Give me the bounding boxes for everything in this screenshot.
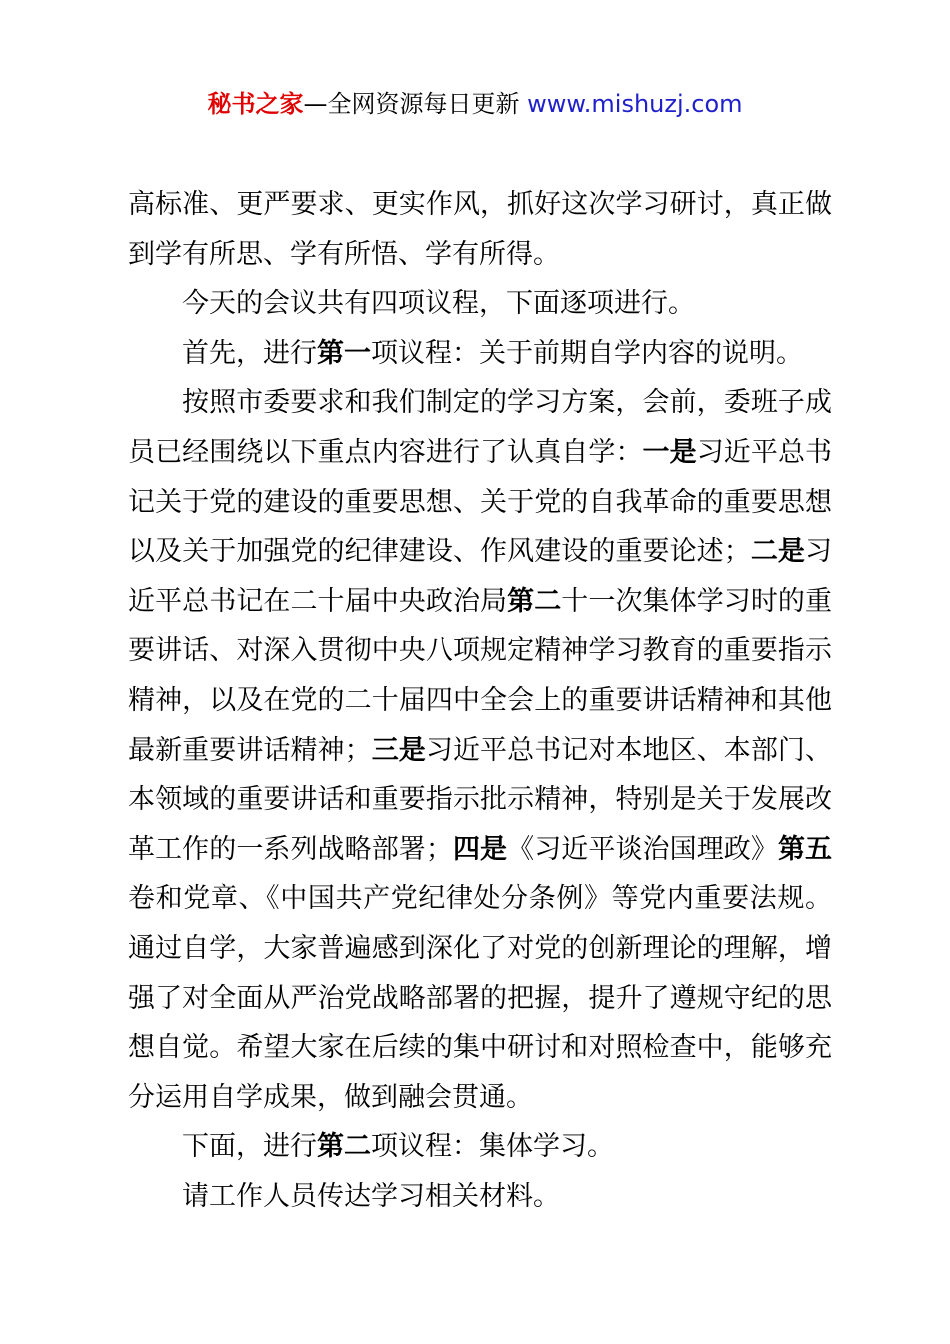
text-segment: 今天的会议共有四项议程，下面逐项进行。 bbox=[182, 288, 695, 320]
text-segment: 下面，进行 bbox=[182, 1131, 317, 1163]
page-header bbox=[0, 86, 950, 122]
paragraph-agenda-intro bbox=[128, 279, 832, 329]
text-segment: 习近平总书记关于党的建设的重要思想、关于党的自我革命的重要思想以及关于加强党的纪律建设、作风建设的重要论述； bbox=[128, 436, 833, 568]
text-segment: 项议程：集体学习。 bbox=[371, 1131, 614, 1163]
text-segment: 首先，进行 bbox=[182, 337, 317, 369]
paragraph-agenda-item-2 bbox=[128, 1122, 832, 1172]
text-segment: 卷和党章、《中国共产党纪律处分条例》等党内重要法规。通过自学，大家普遍感到深化了对党的创新理论的理解，增强了对全面从严治党战略部署的把握，提升了遵规守纪的思想自觉。希望大家在后续的集中研讨和对照检查中，能够充分运用自学成果，做到融会贯通。 bbox=[128, 883, 832, 1113]
site-url-link[interactable]: www.mishuzj.com bbox=[527, 90, 743, 118]
bold-text-segment: 第二 bbox=[507, 585, 562, 617]
paragraph-self-study bbox=[128, 378, 832, 1122]
text-segment: 按照市委要求和我们制定的学习方案，会前，委班子成员已经围绕以下重点内容进行了认真自学： bbox=[128, 387, 832, 468]
text-segment: 十一次集体学习时的重要讲话、对深入贯彻中央八项规定精神学习教育的重要指示精神，以及在党的二十届四中全会上的重要讲话精神和其他最新重要讲话精神； bbox=[128, 585, 833, 766]
text-segment: 高标准、更严要求、更实作风，抓好这次学习研讨，真正做到学有所思、学有所悟、学有所得。 bbox=[128, 189, 832, 270]
bold-text-segment: 四是 bbox=[452, 833, 508, 865]
bold-text-segment: 一是 bbox=[642, 436, 697, 468]
bold-text-segment: 二是 bbox=[750, 536, 806, 568]
text-segment: 习近平总书记在二十届中央政治局 bbox=[128, 536, 833, 617]
bold-text-segment: 第五 bbox=[777, 833, 833, 865]
document-body bbox=[128, 180, 832, 1221]
header-slogan: 全网资源每日更新 bbox=[327, 90, 520, 118]
site-brand: 秘书之家 bbox=[207, 90, 304, 118]
text-segment: 请工作人员传达学习相关材料。 bbox=[182, 1180, 560, 1212]
header-separator: — bbox=[303, 90, 328, 118]
text-segment: 《习近平谈治国理政》 bbox=[507, 833, 778, 865]
bold-text-segment: 第二 bbox=[317, 1131, 371, 1163]
bold-text-segment: 三是 bbox=[371, 734, 426, 766]
paragraph-instruction bbox=[128, 1172, 832, 1222]
text-segment: 习近平总书记对本地区、本部门、本领域的重要讲话和重要指示批示精神，特别是关于发展改革工作的一系列战略部署； bbox=[128, 734, 833, 865]
paragraph-continuation bbox=[128, 180, 832, 279]
text-segment: 项议程：关于前期自学内容的说明。 bbox=[371, 337, 803, 369]
paragraph-agenda-item-1 bbox=[128, 329, 832, 379]
bold-text-segment: 第一 bbox=[317, 337, 371, 369]
